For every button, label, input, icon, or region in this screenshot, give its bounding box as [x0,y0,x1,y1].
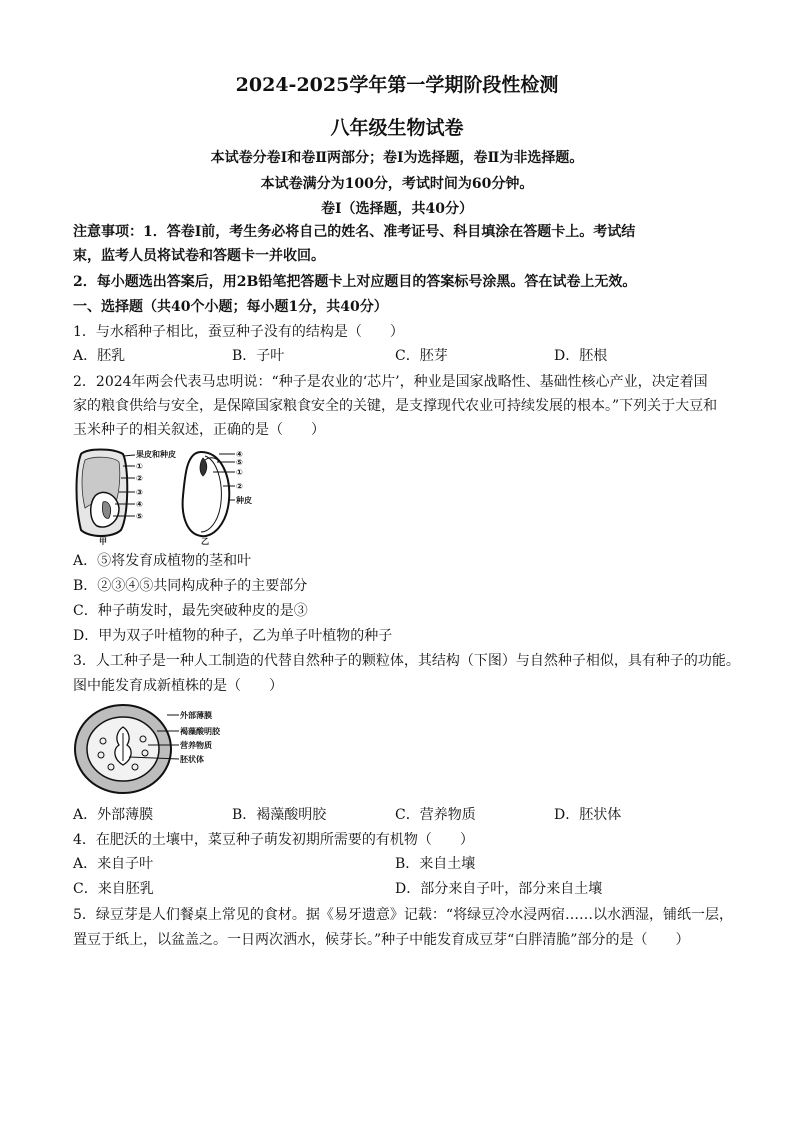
q4-option-d: D．部分来自子叶，部分来自土壤 [395,881,603,897]
exam-subtitle: 八年级生物试卷 [330,117,464,139]
label-yi-1: ① [236,468,243,477]
label-jia-3: ③ [136,488,143,497]
label-outer-film: 外部薄膜 [180,711,212,720]
q1-option-b: B．子叶 [232,348,285,364]
seed-structure-figure [73,446,263,546]
label-jia-2: ② [136,474,143,483]
q2-stem-2: 家的粮食供给与安全，是保障国家粮食安全的关键，是支撑现代农业可持续发展的根本。”下列关于大豆和 [73,398,718,414]
label-yi-2: ② [236,482,243,491]
exam-info-structure: 本试卷分卷Ⅰ和卷Ⅱ两部分；卷Ⅰ为选择题，卷Ⅱ为非选择题。 [210,150,584,166]
q3-option-b: B．褐藻酸明胶 [232,807,327,823]
label-yi: 乙 [201,537,209,546]
q3-stem-1: 3．人工种子是一种人工制造的代替自然种子的颗粒体，其结构（下图）与自然种子相似，具有种子的功能。 [73,653,740,669]
notes-line-2: 束，监考人员将试卷和答题卡一并收回。 [73,248,325,264]
q2-stem-1: 2．2024年两会代表马忠明说：“种子是农业的‘芯片’，种业是国家战略性、基础性核心产业，决定着国 [73,374,708,390]
artificial-seed-figure [73,703,238,795]
label-jia-5: ⑤ [136,512,143,521]
label-alginate-gel: 褐藻酸明胶 [180,727,220,736]
notes-line-1: 注意事项：1．答卷Ⅰ前，考生务必将自己的姓名、准考证号、科目填涂在答题卡上。考试结 [73,224,636,240]
part-heading: 一、选择题（共40个小题；每小题1分，共40分） [73,299,388,315]
q3-option-a: A．外部薄膜 [73,807,154,823]
q2-option-a: A．⑤将发育成植物的茎和叶 [73,553,252,569]
label-yi-5: ⑤ [236,458,243,467]
q1-option-c: C．胚芽 [395,348,448,364]
label-pericarp-seedcoat: 果皮和种皮 [136,450,176,459]
q4-option-b: B．来自土壤 [395,856,476,872]
q4-option-a: A．来自子叶 [73,856,154,872]
q3-option-c: C．营养物质 [395,807,476,823]
q4-stem: 4．在肥沃的土壤中，菜豆种子萌发初期所需要的有机物（ ） [73,832,474,848]
label-nutrients: 营养物质 [180,741,212,750]
bean-seed-drawing [183,452,235,536]
corn-seed-drawing [77,450,136,537]
q2-option-d: D．甲为双子叶植物的种子，乙为单子叶植物的种子 [73,628,393,644]
q5-stem-1: 5．绿豆芽是人们餐桌上常见的食材。据《易牙遗意》记载：“将绿豆冷水浸两宿……以水洒湿，铺纸一层， [73,907,734,923]
q3-stem-2: 图中能发育成新植株的是（ ） [73,678,283,694]
label-embryoid: 胚状体 [180,755,204,764]
label-jia-4: ④ [136,500,143,509]
label-jia-1: ① [136,462,143,471]
q1-stem: 1．与水稻种子相比，蚕豆种子没有的结构是（ ） [73,324,404,340]
q3-option-d: D．胚状体 [554,807,622,823]
section-heading: 卷Ⅰ（选择题，共40分） [320,201,474,217]
q2-stem-3: 玉米种子的相关叙述，正确的是（ ） [73,422,325,438]
q1-option-d: D．胚根 [554,348,608,364]
q5-stem-2: 置豆于纸上，以盆盖之。一日两次洒水，候芽长。”种子中能发育成豆芽“白胖清脆”部分的是（ ） [73,932,690,948]
notes-line-3: 2．每小题选出答案后，用2B铅笔把答题卡上对应题目的答案标号涂黑。答在试卷上无效。 [73,274,637,290]
label-seedcoat: 种皮 [236,496,252,505]
exam-info-score-time: 本试卷满分为100分，考试时间为60分钟。 [260,176,534,192]
label-jia: 甲 [99,537,107,546]
q4-option-c: C．来自胚乳 [73,881,154,897]
q2-option-c: C．种子萌发时，最先突破种皮的是③ [73,603,308,619]
q1-option-a: A．胚乳 [73,348,126,364]
q2-option-b: B．②③④⑤共同构成种子的主要部分 [73,578,308,594]
exam-title: 2024-2025学年第一学期阶段性检测 [235,74,559,96]
label-yi-4: ④ [236,450,243,459]
